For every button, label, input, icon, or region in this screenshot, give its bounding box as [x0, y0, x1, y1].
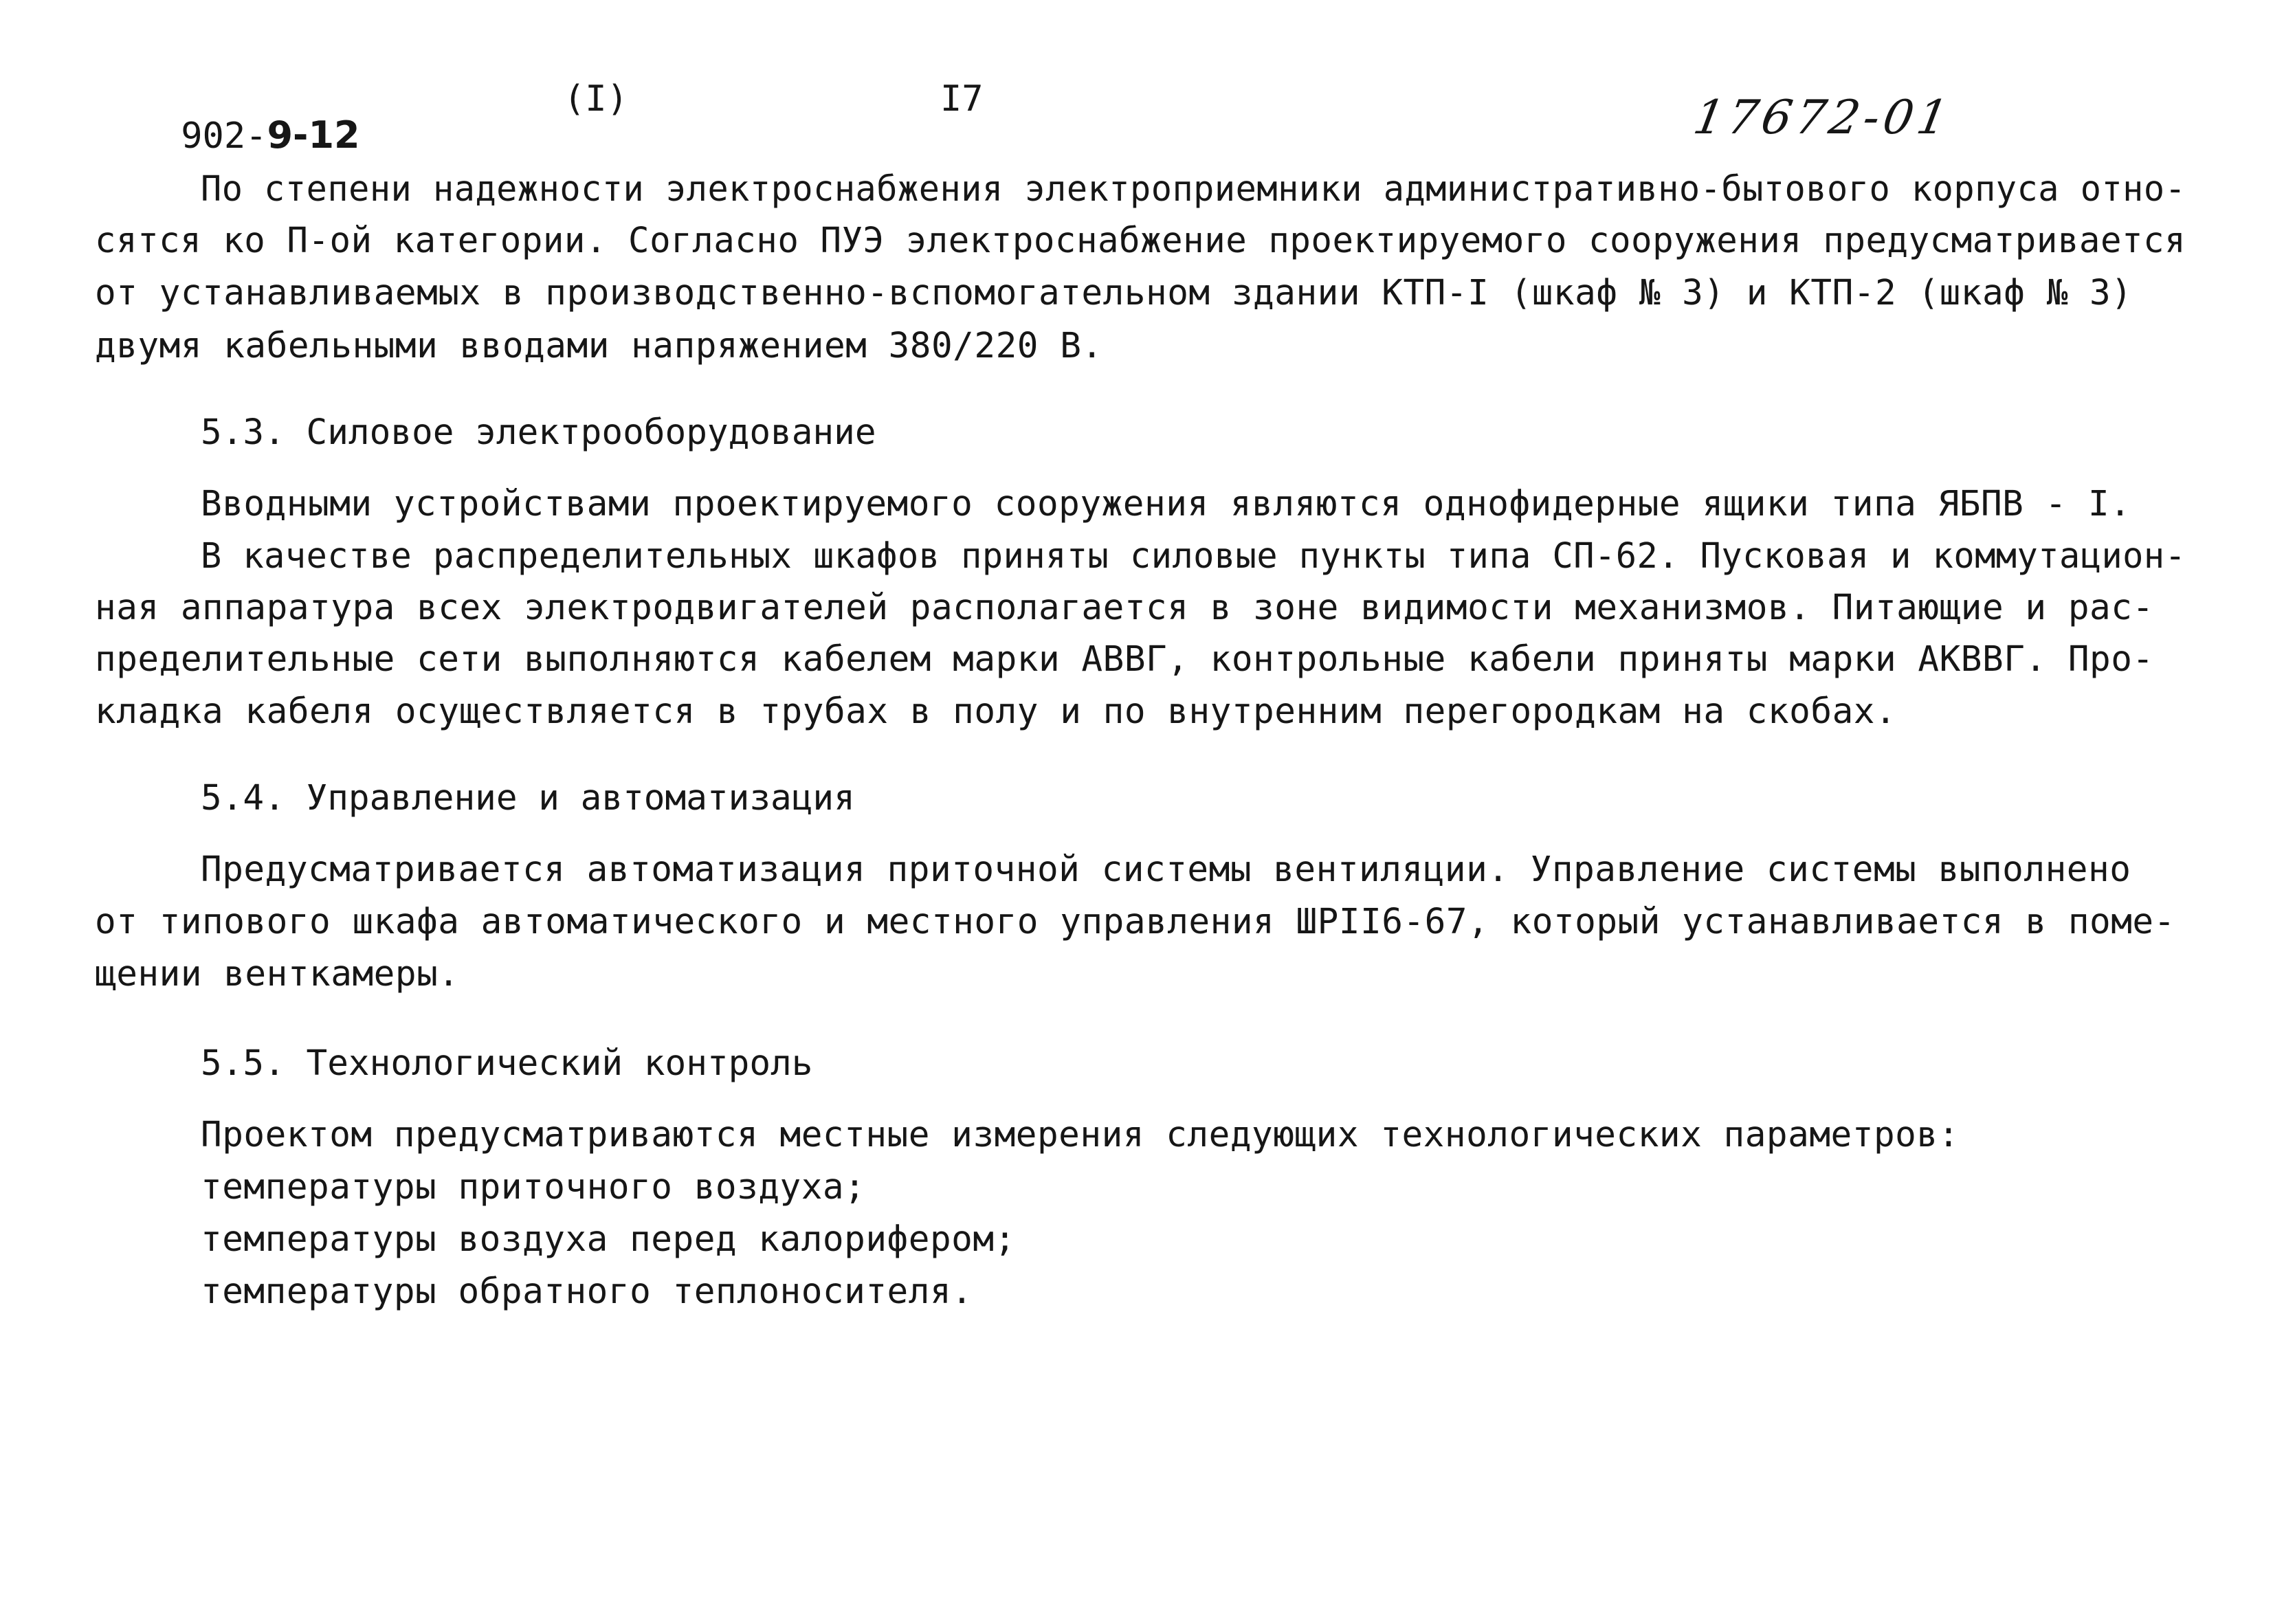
section-heading: 5.5. Технологический контроль: [201, 1043, 813, 1084]
paragraph-line: щении венткамеры.: [95, 954, 460, 994]
section-mark: (I): [564, 78, 628, 120]
paragraph-line: кладка кабеля осуществляется в трубах в полу и по внутренним перегородкам на скобах.: [95, 691, 1897, 732]
list-item: температуры приточного воздуха;: [201, 1167, 866, 1208]
paragraph-line: Предусматривается автоматизация приточной системы вентиляции. Управление системы выполнено: [201, 849, 2131, 890]
paragraph-line: от типового шкафа автоматического и местного управления ШРII6-67, который устанавливается в поме-: [95, 902, 2175, 942]
paragraph-line: от устанавливаемых в производственно-вспомогательном здании КТП-I (шкаф № 3) и КТП-2 (шкаф № 3): [95, 273, 2133, 313]
paragraph-line: пределительные сети выполняются кабелем марки АВВГ, контрольные кабели приняты марки АКВВГ. Про-: [95, 639, 2154, 680]
paragraph-line: Вводными устройствами проектируемого сооружения являются однофидерные ящики типа ЯБПВ - I.: [201, 484, 2131, 524]
paragraph-line: двумя кабельными вводами напряжением 380/220 В.: [95, 326, 1103, 366]
section-heading: 5.4. Управление и автоматизация: [201, 778, 855, 819]
section-heading: 5.3. Силовое электрооборудование: [201, 412, 876, 453]
paragraph-line: сятся ко П-ой категории. Согласно ПУЭ электроснабжение проектируемого сооружения предусматривается: [95, 221, 2186, 261]
list-item: температуры обратного теплоносителя.: [201, 1271, 973, 1312]
paragraph-line: ная аппаратура всех электродвигателей располагается в зоне видимости механизмов. Питающие и рас-: [95, 588, 2154, 628]
document-code-printed: 902-: [181, 115, 267, 157]
archive-number: 17672-01: [1689, 91, 1956, 145]
paragraph-line: По степени надежности электроснабжения электроприемники административно-бытового корпуса отно-: [201, 169, 2186, 210]
document-code-handwritten: 9-12: [267, 113, 360, 157]
page-number: I7: [940, 78, 984, 120]
paragraph-line: Проектом предусматриваются местные измерения следующих технологических параметров:: [201, 1115, 1960, 1155]
paragraph-line: В качестве распределительных шкафов приняты силовые пункты типа СП-62. Пусковая и коммутацион-: [201, 536, 2186, 577]
list-item: температуры воздуха перед калорифером;: [201, 1219, 1016, 1260]
